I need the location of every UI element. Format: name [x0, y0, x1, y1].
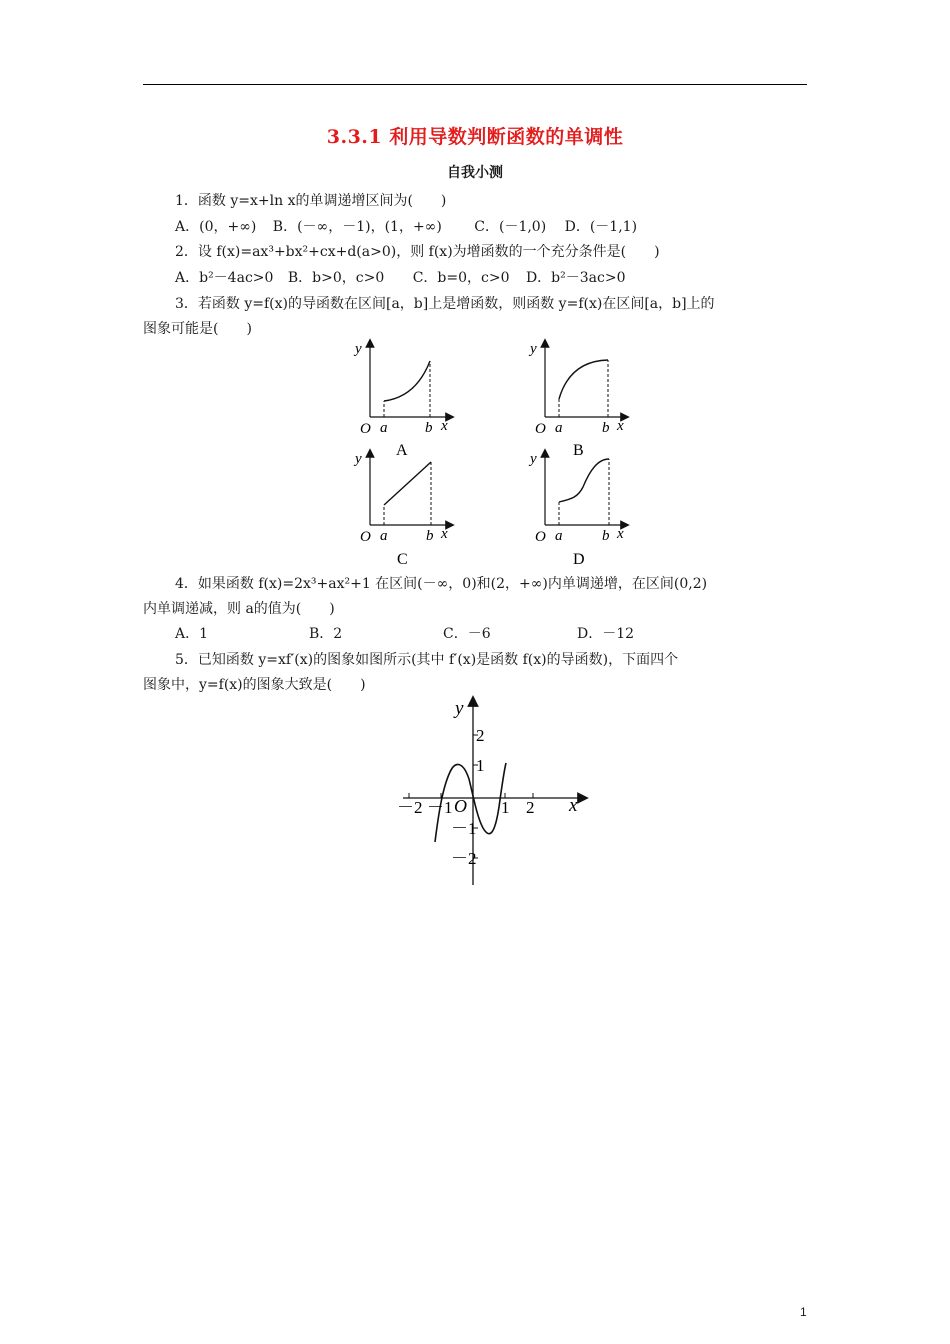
- q3-b-y-label: y: [530, 341, 537, 357]
- q5-graph: [395, 695, 595, 890]
- q4-option-b: B．2: [309, 626, 343, 642]
- q5-x-tick-neg2: －2: [397, 798, 423, 817]
- q4-stem-line1: 4．如果函数 f(x)=2x³+ax²+1 在区间(－∞，0)和(2，+∞)内单调递增，在区间(0,2): [175, 576, 708, 592]
- q1-option-d: D．(－1,1): [564, 219, 638, 235]
- q4-option-d: D．－12: [577, 626, 635, 642]
- q3-c-caption: C: [397, 551, 408, 568]
- q5-y-tick-neg2: －2: [451, 849, 477, 868]
- q3-c-origin: O: [360, 529, 371, 545]
- q5-stem-line2: 图象中，y=f(x)的图象大致是( ): [143, 677, 366, 693]
- q2-option-a: A．b²－4ac>0: [175, 270, 274, 286]
- q3-stem-line1: 3．若函数 y=f(x)的导函数在区间[a，b]上是增函数，则函数 y=f(x)在区间[a，b]上的: [175, 296, 715, 312]
- q3-d-x-label: x: [617, 526, 624, 542]
- q1-option-b: B．(－∞，－1)，(1，+∞): [272, 219, 442, 235]
- section-subtitle: 自我小测: [447, 165, 503, 181]
- q3-a-origin: O: [360, 421, 371, 437]
- q3-figure-d: [528, 451, 625, 568]
- q5-stem-line1: 5．已知函数 y=xf′(x)的图象如图所示(其中 f′(x)是函数 f(x)的导函数)，下面四个: [175, 652, 679, 668]
- page-number: 1: [800, 1305, 807, 1319]
- q3-a-caption: A: [396, 442, 408, 459]
- header-rule: [143, 84, 807, 85]
- q5-y-tick-1: 1: [476, 756, 485, 775]
- q3-c-tick-a: a: [380, 528, 388, 544]
- q3-c-tick-b: b: [426, 528, 434, 544]
- q3-d-tick-a: a: [555, 528, 563, 544]
- q3-stem-line2: 图象可能是( ): [143, 321, 252, 337]
- q1-options: [175, 218, 637, 236]
- q5-x-tick-neg1: －1: [427, 798, 453, 817]
- q4-option-a: A．1: [175, 626, 209, 642]
- q5-x-label: x: [569, 795, 578, 816]
- q5-x-tick-1: 1: [501, 798, 510, 817]
- q3-figure-c: [353, 451, 450, 568]
- q4-option-c: C．－6: [443, 626, 491, 642]
- q2-option-d: D．b²－3ac>0: [525, 270, 626, 286]
- q5-y-tick-neg1: －1: [451, 819, 477, 838]
- q5-origin: O: [454, 796, 467, 816]
- q4-stem-line2: 内单调递减，则 a的值为( ): [143, 601, 335, 617]
- q1-option-a: A．(0，+∞): [175, 219, 257, 235]
- q3-b-tick-a: a: [555, 420, 563, 436]
- q3-a-x-label: x: [441, 418, 448, 434]
- q3-figures: [340, 335, 650, 570]
- q3-b-caption: B: [573, 442, 584, 459]
- q2-option-b: B．b>0，c>0: [287, 270, 385, 286]
- q3-b-x-label: x: [617, 418, 624, 434]
- q3-b-origin: O: [535, 421, 546, 437]
- q3-b-tick-b: b: [602, 420, 610, 436]
- q3-d-y-label: y: [530, 451, 537, 467]
- q3-c-x-label: x: [441, 526, 448, 542]
- q2-options: [175, 269, 625, 287]
- q5-y-tick-2: 2: [476, 726, 485, 745]
- q3-a-tick-a: a: [380, 420, 388, 436]
- q5-y-label: y: [455, 698, 464, 719]
- q1-option-c: C．(－1,0): [474, 219, 547, 235]
- q3-d-tick-b: b: [602, 528, 610, 544]
- q2-stem: 2．设 f(x)=ax³+bx²+cx+d(a>0)，则 f(x)为增函数的一个充分条件是( ): [175, 244, 660, 260]
- q3-c-y-label: y: [355, 451, 362, 467]
- q3-d-caption: D: [573, 551, 585, 568]
- q1-stem: 1．函数 y=x+ln x的单调递增区间为( ): [175, 193, 447, 209]
- page-title: 3.3.1 利用导数判断函数的单调性: [326, 126, 624, 148]
- q3-a-y-label: y: [355, 341, 362, 357]
- q5-x-tick-2: 2: [526, 798, 535, 817]
- q3-d-origin: O: [535, 529, 546, 545]
- q3-figure-a: [353, 341, 450, 459]
- q3-a-tick-b: b: [425, 420, 433, 436]
- q4-options: [175, 625, 634, 643]
- q2-option-c: C．b=0，c>0: [412, 270, 510, 286]
- q3-figure-b: [528, 341, 625, 459]
